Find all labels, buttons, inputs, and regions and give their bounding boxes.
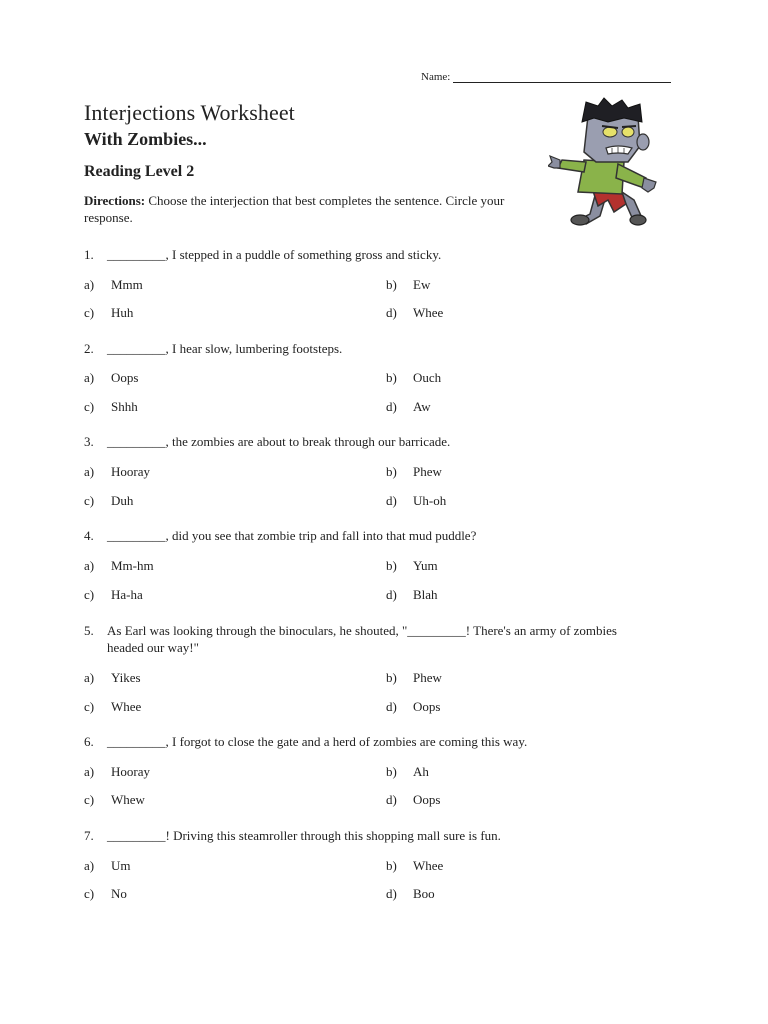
option-5b[interactable]	[386, 669, 442, 686]
option-text: Uh-oh	[413, 493, 447, 508]
option-letter: b)	[386, 370, 397, 385]
question-4	[84, 527, 654, 544]
question-number: 4.	[84, 528, 94, 543]
option-letter: d)	[386, 886, 397, 901]
option-letter: a)	[84, 464, 95, 479]
option-text: Um	[111, 858, 131, 873]
option-7a[interactable]	[84, 857, 131, 874]
directions-label: Directions:	[84, 193, 146, 208]
option-letter: d)	[386, 699, 397, 714]
option-1b[interactable]	[386, 276, 430, 293]
option-text: Oops	[413, 699, 441, 714]
option-letter: b)	[386, 464, 397, 479]
option-text: Oops	[111, 370, 139, 385]
option-letter: a)	[84, 670, 95, 685]
name-blank-line[interactable]	[453, 70, 671, 83]
option-text: Huh	[111, 305, 134, 320]
option-3d[interactable]	[386, 492, 446, 509]
name-field[interactable]	[421, 70, 671, 83]
option-letter: a)	[84, 370, 95, 385]
option-7d[interactable]	[386, 885, 435, 902]
question-number: 7.	[84, 828, 94, 843]
option-letter: d)	[386, 792, 397, 807]
option-2d[interactable]	[386, 398, 431, 415]
question-2	[84, 340, 654, 357]
option-text: Hooray	[111, 464, 150, 479]
option-letter: c)	[84, 399, 95, 414]
option-letter: b)	[386, 277, 397, 292]
option-text: Blah	[413, 587, 438, 602]
question-7	[84, 827, 654, 844]
question-text: _________, I stepped in a puddle of something gross and sticky.	[107, 247, 442, 262]
zombie-illustration	[548, 96, 670, 232]
option-letter: a)	[84, 277, 95, 292]
option-6c[interactable]	[84, 791, 145, 808]
name-label: Name:	[421, 71, 451, 83]
option-2c[interactable]	[84, 398, 138, 415]
option-letter: c)	[84, 792, 95, 807]
option-4c[interactable]	[84, 586, 143, 603]
question-number: 2.	[84, 341, 94, 356]
option-letter: a)	[84, 558, 95, 573]
option-text: Phew	[413, 670, 442, 685]
option-4b[interactable]	[386, 557, 438, 574]
reading-level: Reading Level 2	[84, 163, 195, 180]
option-text: Whee	[111, 699, 142, 714]
option-text: No	[111, 886, 127, 901]
option-text: Ouch	[413, 370, 442, 385]
option-text: Hooray	[111, 764, 150, 779]
option-text: Mm-hm	[111, 558, 154, 573]
question-number: 1.	[84, 247, 94, 262]
option-4a[interactable]	[84, 557, 154, 574]
option-text: Shhh	[111, 399, 138, 414]
option-text: Yum	[413, 558, 438, 573]
option-3c[interactable]	[84, 492, 133, 509]
question-number: 5.	[84, 623, 94, 638]
option-3b[interactable]	[386, 463, 442, 480]
option-text: Duh	[111, 493, 134, 508]
option-text: Whee	[413, 305, 444, 320]
question-3	[84, 433, 654, 450]
option-letter: b)	[386, 670, 397, 685]
option-letter: c)	[84, 699, 95, 714]
question-number: 3.	[84, 434, 94, 449]
option-letter: b)	[386, 558, 397, 573]
option-letter: d)	[386, 493, 397, 508]
option-5d[interactable]	[386, 698, 440, 715]
worksheet-subtitle: With Zombies...	[84, 129, 207, 149]
option-3a[interactable]	[84, 463, 150, 480]
question-text: _________, I hear slow, lumbering footsteps.	[107, 341, 343, 356]
option-4d[interactable]	[386, 586, 438, 603]
question-text: _________, did you see that zombie trip and fall into that mud puddle?	[107, 528, 477, 543]
worksheet-title: Interjections Worksheet	[84, 100, 295, 125]
option-5c[interactable]	[84, 698, 141, 715]
question-text: _________! Driving this steamroller through this shopping mall sure is fun.	[107, 828, 501, 843]
option-letter: d)	[386, 587, 397, 602]
question-text: _________, the zombies are about to break through our barricade.	[107, 434, 451, 449]
option-7b[interactable]	[386, 857, 443, 874]
option-1d[interactable]	[386, 304, 443, 321]
question-6	[84, 733, 684, 750]
option-text: Mmm	[111, 277, 143, 292]
option-letter: c)	[84, 587, 95, 602]
option-letter: d)	[386, 305, 397, 320]
option-text: Phew	[413, 464, 442, 479]
option-letter: c)	[84, 493, 95, 508]
option-text: Oops	[413, 792, 441, 807]
option-text: Yikes	[111, 670, 141, 685]
question-number: 6.	[84, 734, 94, 749]
option-letter: d)	[386, 399, 397, 414]
option-text: Ah	[413, 764, 429, 779]
question-text: _________, I forgot to close the gate and a herd of zombies are coming this way.	[107, 734, 528, 749]
option-1c[interactable]	[84, 304, 133, 321]
option-letter: b)	[386, 764, 397, 779]
option-text: Whee	[413, 858, 444, 873]
question-text: As Earl was looking through the binoculars, he shouted, "_________! There's an army of zombies headed our way!"	[107, 623, 617, 655]
option-letter: c)	[84, 886, 95, 901]
option-6b[interactable]	[386, 763, 429, 780]
option-letter: a)	[84, 764, 95, 779]
option-2b[interactable]	[386, 369, 441, 386]
directions-text: Choose the interjection that best completes the sentence. Circle your response.	[84, 193, 505, 225]
option-7c[interactable]	[84, 885, 127, 902]
option-5a[interactable]	[84, 669, 141, 686]
option-letter: a)	[84, 858, 95, 873]
option-text: Ew	[413, 277, 431, 292]
option-6a[interactable]	[84, 763, 150, 780]
option-text: Whew	[111, 792, 145, 807]
question-1	[84, 246, 654, 263]
option-text: Ha-ha	[111, 587, 143, 602]
option-text: Boo	[413, 886, 435, 901]
directions	[84, 192, 514, 226]
option-2a[interactable]	[84, 369, 138, 386]
option-text: Aw	[413, 399, 431, 414]
question-5	[84, 622, 644, 656]
option-letter: c)	[84, 305, 95, 320]
option-letter: b)	[386, 858, 397, 873]
option-6d[interactable]	[386, 791, 440, 808]
option-1a[interactable]	[84, 276, 143, 293]
